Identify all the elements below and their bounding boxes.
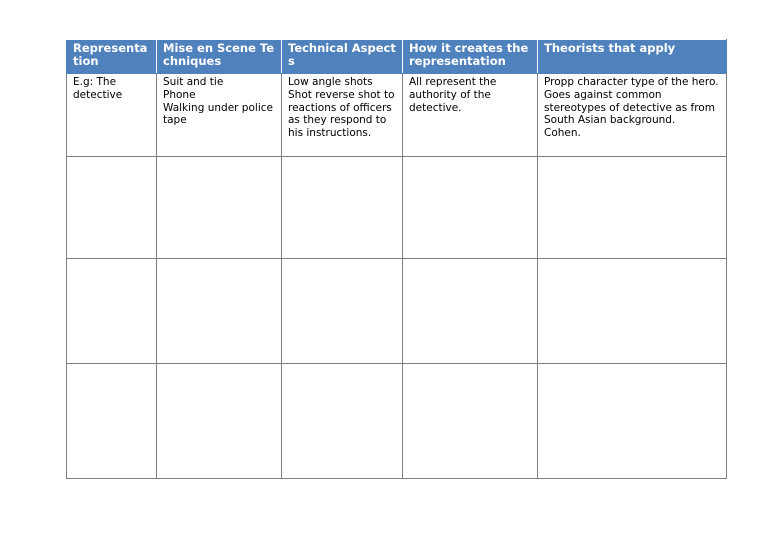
cell-how-it-creates[interactable] — [403, 74, 538, 157]
cell-theorists[interactable] — [538, 259, 727, 364]
header-technical-aspects: Technical Aspects — [282, 40, 403, 74]
cell-text: E.g: The detective — [73, 76, 123, 101]
cell-text: Cohen. — [544, 127, 581, 140]
cell-text: Suit and tie — [163, 76, 224, 88]
header-how-it-creates: How it creates the representation — [403, 40, 538, 74]
table-row — [67, 259, 727, 364]
cell-mise-en-scene[interactable] — [157, 364, 282, 479]
cell-text: Propp character type of the hero. Goes against common stereotypes of detective as from South Asian background. — [544, 76, 719, 127]
worksheet-table — [66, 39, 727, 479]
cell-text: Shot reverse shot to reactions of officers as they respond to his instructions. — [288, 88, 395, 140]
header-representation: Representation — [67, 40, 157, 74]
table-row — [67, 157, 727, 259]
header-theorists: Theorists that apply — [538, 40, 727, 74]
cell-theorists[interactable] — [538, 364, 727, 479]
cell-representation[interactable] — [67, 74, 157, 157]
cell-text: Walking under police tape — [163, 101, 273, 127]
cell-how-it-creates[interactable] — [403, 364, 538, 479]
cell-representation[interactable] — [67, 157, 157, 259]
table-row — [67, 74, 727, 157]
cell-technical-aspects[interactable] — [282, 364, 403, 479]
cell-text: Low angle shots — [288, 76, 373, 88]
cell-text: Phone — [163, 88, 196, 101]
header-row — [67, 40, 727, 74]
cell-how-it-creates[interactable] — [403, 157, 538, 259]
cell-text: All represent the authority of the detective. — [409, 76, 497, 114]
cell-mise-en-scene[interactable] — [157, 157, 282, 259]
cell-mise-en-scene[interactable] — [157, 259, 282, 364]
cell-theorists[interactable] — [538, 74, 727, 157]
cell-representation[interactable] — [67, 259, 157, 364]
cell-mise-en-scene[interactable] — [157, 74, 282, 157]
table-row — [67, 364, 727, 479]
cell-how-it-creates[interactable] — [403, 259, 538, 364]
cell-technical-aspects[interactable] — [282, 259, 403, 364]
cell-representation[interactable] — [67, 364, 157, 479]
cell-technical-aspects[interactable] — [282, 74, 403, 157]
cell-technical-aspects[interactable] — [282, 157, 403, 259]
header-mise-en-scene: Mise en Scene Techniques — [157, 40, 282, 74]
cell-theorists[interactable] — [538, 157, 727, 259]
